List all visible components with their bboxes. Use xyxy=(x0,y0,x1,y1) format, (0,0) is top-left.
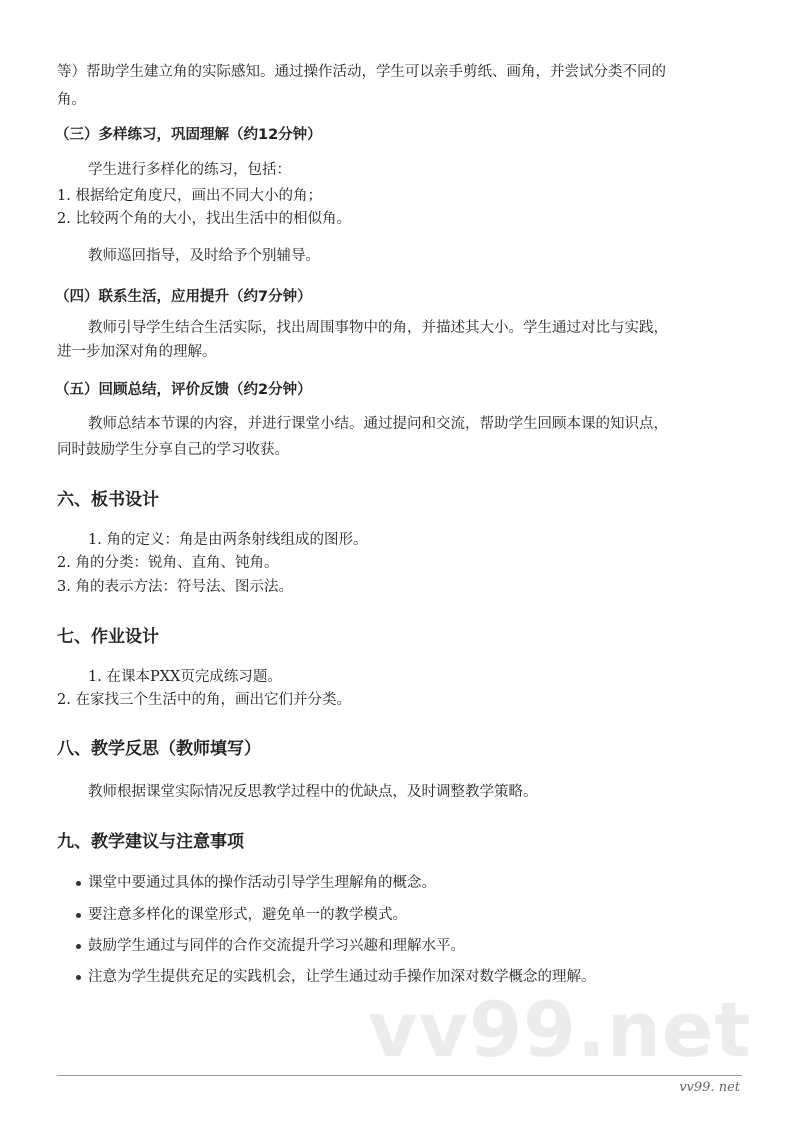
bullet-text: 课堂中要通过具体的操作活动引导学生理解角的概念。 xyxy=(88,875,436,891)
section-heading: 七、作业设计 xyxy=(57,627,159,647)
bullet-item xyxy=(76,936,465,956)
bullet-icon xyxy=(76,975,81,980)
bullet-text: 要注意多样化的课堂形式，避免单一的教学模式。 xyxy=(88,907,407,923)
section-heading: 八、教学反思（教师填写） xyxy=(57,739,261,759)
list-item: 2. 角的分类：锐角、直角、钝角。 xyxy=(57,555,279,571)
bullet-icon xyxy=(76,944,81,949)
subsection-heading: （五）回顾总结，评价反馈（约2分钟） xyxy=(55,382,312,398)
paragraph: 学生进行多样化的练习，包括： xyxy=(88,162,291,178)
list-item: 2. 在家找三个生活中的角，画出它们并分类。 xyxy=(57,692,351,708)
list-item: 3. 角的表示方法：符号法、图示法。 xyxy=(57,579,293,595)
bullet-icon xyxy=(76,881,81,886)
bullet-icon xyxy=(76,913,81,918)
section-heading: 六、板书设计 xyxy=(57,490,159,510)
footer-divider xyxy=(57,1075,742,1076)
paragraph: 教师总结本节课的内容，并进行课堂小结。通过提问和交流，帮助学生回顾本课的知识点， xyxy=(88,416,668,432)
paragraph: 教师巡回指导，及时给予个别辅导。 xyxy=(88,248,320,264)
subsection-heading: （三）多样练习，巩固理解（约12分钟） xyxy=(55,127,322,143)
footer-site-label: vv99. net xyxy=(679,1080,740,1095)
paragraph: 教师引导学生结合生活实际，找出周围事物中的角，并描述其大小。学生通过对比与实践， xyxy=(88,320,668,336)
subsection-heading: （四）联系生活，应用提升（约7分钟） xyxy=(55,289,312,305)
watermark: vv99.net xyxy=(368,985,752,1074)
bullet-text: 注意为学生提供充足的实践机会，让学生通过动手操作加深对数学概念的理解。 xyxy=(88,969,596,985)
section-heading: 九、教学建议与注意事项 xyxy=(57,832,244,852)
bullet-text: 鼓励学生通过与同伴的合作交流提升学习兴趣和理解水平。 xyxy=(88,938,465,954)
list-item: 1. 角的定义：角是由两条射线组成的图形。 xyxy=(88,532,368,548)
paragraph: 进一步加深对角的理解。 xyxy=(57,344,217,360)
bullet-item xyxy=(76,905,407,925)
list-item: 1. 在课本PXX页完成练习题。 xyxy=(88,669,282,685)
intro-line: 角。 xyxy=(57,92,86,108)
paragraph: 教师根据课堂实际情况反思教学过程中的优缺点，及时调整教学策略。 xyxy=(88,784,538,800)
paragraph: 同时鼓励学生分享自己的学习收获。 xyxy=(57,442,289,458)
list-item: 2. 比较两个角的大小，找出生活中的相似角。 xyxy=(57,211,351,227)
bullet-item xyxy=(76,967,596,987)
bullet-item xyxy=(76,873,436,893)
intro-line: 等）帮助学生建立角的实际感知。通过操作活动，学生可以亲手剪纸、画角，并尝试分类不同的 xyxy=(57,64,666,80)
list-item: 1. 根据给定角度尺，画出不同大小的角； xyxy=(57,188,322,204)
